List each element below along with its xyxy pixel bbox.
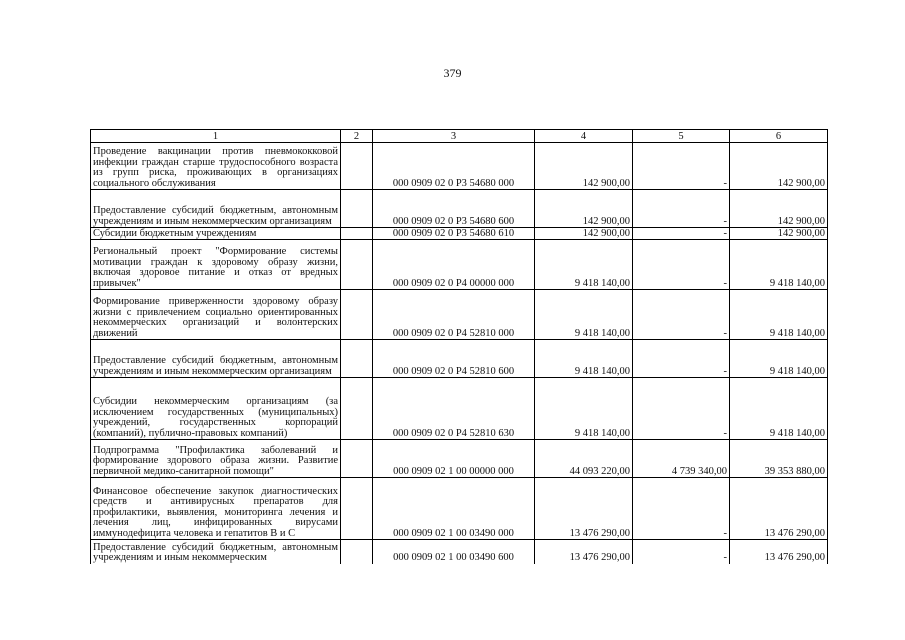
row-col4: 13 476 290,00 (535, 478, 633, 540)
row-col5: 4 739 340,00 (633, 440, 730, 478)
row-code: 000 0909 02 1 00 03490 600 (373, 540, 535, 564)
row-col4: 9 418 140,00 (535, 340, 633, 378)
row-col2 (341, 190, 373, 228)
row-name: Подпрограмма "Профилактика заболеваний и формирование здорового образа жизни. Развитие первичной медико-санитарной помощи" (91, 440, 341, 478)
column-header-4: 4 (535, 130, 633, 143)
row-col6: 9 418 140,00 (730, 340, 828, 378)
budget-table (90, 129, 828, 564)
column-header-3: 3 (373, 130, 535, 143)
table-row (91, 240, 828, 290)
row-col5: - (633, 240, 730, 290)
row-col4: 142 900,00 (535, 190, 633, 228)
row-name: Региональный проект "Формирование системы мотивации граждан к здоровому образу жизни, включая здоровое питание и отказ от вредных привычек" (91, 240, 341, 290)
row-name: Субсидии бюджетным учреждениям (91, 228, 341, 240)
row-col6: 13 476 290,00 (730, 540, 828, 564)
row-col2 (341, 340, 373, 378)
row-col2 (341, 240, 373, 290)
row-code: 000 0909 02 1 00 03490 000 (373, 478, 535, 540)
row-code: 000 0909 02 0 P3 54680 610 (373, 228, 535, 240)
row-col2 (341, 540, 373, 564)
row-col5: - (633, 478, 730, 540)
row-col2 (341, 440, 373, 478)
table-row (91, 228, 828, 240)
row-col6: 9 418 140,00 (730, 378, 828, 440)
row-col5: - (633, 540, 730, 564)
column-header-2: 2 (341, 130, 373, 143)
row-name: Проведение вакцинации против пневмококковой инфекции граждан старше трудоспособного возраста из групп риска, проживающих в организациях социального обслуживания (91, 143, 341, 190)
column-header-6: 6 (730, 130, 828, 143)
row-name: Финансовое обеспечение закупок диагностических средств и антивирусных препаратов для профилактики, выявления, мониторинга лечения и лечения лиц, инфицированных вирусами иммунодефицита человека и гепатитов В и С (91, 478, 341, 540)
row-col2 (341, 290, 373, 340)
row-col2 (341, 228, 373, 240)
row-col6: 39 353 880,00 (730, 440, 828, 478)
table-row (91, 143, 828, 190)
row-name: Предоставление субсидий бюджетным, автономным учреждениям и иным некоммерческим организациям (91, 340, 341, 378)
row-col4: 142 900,00 (535, 143, 633, 190)
row-col6: 142 900,00 (730, 143, 828, 190)
row-code: 000 0909 02 0 P3 54680 000 (373, 143, 535, 190)
row-col2 (341, 478, 373, 540)
row-col4: 9 418 140,00 (535, 378, 633, 440)
row-col2 (341, 378, 373, 440)
row-col5: - (633, 143, 730, 190)
row-code: 000 0909 02 0 P3 54680 600 (373, 190, 535, 228)
row-col5: - (633, 290, 730, 340)
row-col2 (341, 143, 373, 190)
row-name: Предоставление субсидий бюджетным, автономным учреждениям и иным некоммерческим (91, 540, 341, 564)
row-name: Субсидии некоммерческим организациям (за исключением государственных (муниципальных) учреждений, государственных корпораций (компаний), публично-правовых компаний) (91, 378, 341, 440)
row-col4: 13 476 290,00 (535, 540, 633, 564)
page-number: 379 (443, 66, 462, 80)
row-col4: 142 900,00 (535, 228, 633, 240)
table-header-row (91, 130, 828, 143)
row-code: 000 0909 02 0 P4 52810 600 (373, 340, 535, 378)
row-col6: 9 418 140,00 (730, 240, 828, 290)
row-col5: - (633, 190, 730, 228)
row-col6: 142 900,00 (730, 228, 828, 240)
row-col5: - (633, 340, 730, 378)
row-code: 000 0909 02 1 00 00000 000 (373, 440, 535, 478)
table-row (91, 190, 828, 228)
row-col4: 44 093 220,00 (535, 440, 633, 478)
row-col6: 9 418 140,00 (730, 290, 828, 340)
row-col6: 142 900,00 (730, 190, 828, 228)
column-header-1: 1 (91, 130, 341, 143)
row-code: 000 0909 02 0 P4 52810 630 (373, 378, 535, 440)
table-row (91, 290, 828, 340)
row-col6: 13 476 290,00 (730, 478, 828, 540)
table-row (91, 478, 828, 540)
table-row (91, 440, 828, 478)
row-col4: 9 418 140,00 (535, 290, 633, 340)
row-col5: - (633, 378, 730, 440)
table-row (91, 378, 828, 440)
row-name: Формирование приверженности здоровому образу жизни с привлечением социально ориентированных некоммерческих организаций и волонтерских движений (91, 290, 341, 340)
row-col4: 9 418 140,00 (535, 240, 633, 290)
row-col5: - (633, 228, 730, 240)
table-row (91, 340, 828, 378)
row-code: 000 0909 02 0 P4 00000 000 (373, 240, 535, 290)
row-code: 000 0909 02 0 P4 52810 000 (373, 290, 535, 340)
column-header-5: 5 (633, 130, 730, 143)
table-row (91, 540, 828, 564)
row-name: Предоставление субсидий бюджетным, автономным учреждениям и иным некоммерческим организациям (91, 190, 341, 228)
